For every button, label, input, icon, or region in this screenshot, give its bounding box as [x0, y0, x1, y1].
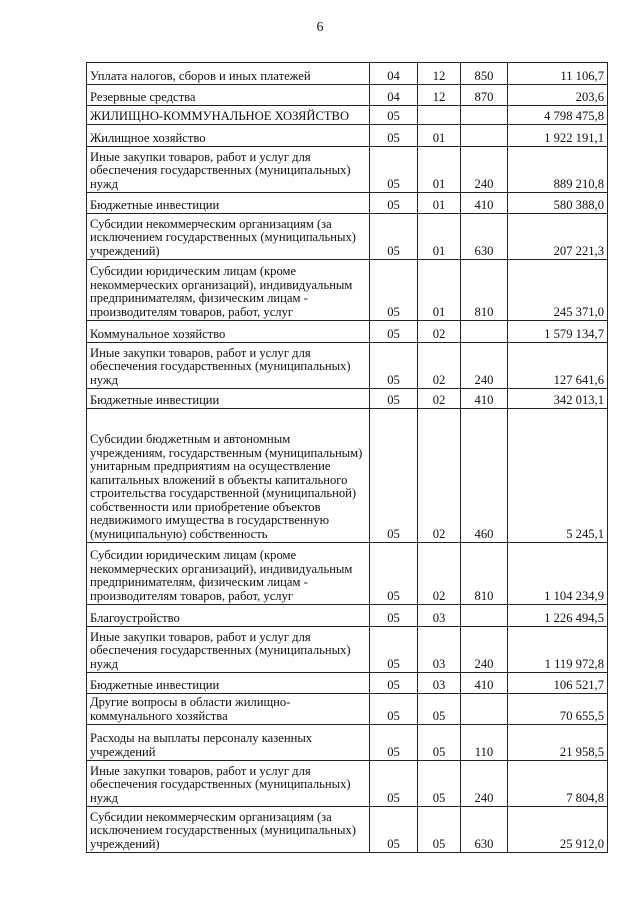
expense-name-cell: ЖИЛИЩНО-КОММУНАЛЬНОЕ ХОЗЯЙСТВО — [87, 106, 370, 125]
section-code-cell: 05 — [370, 193, 418, 214]
expense-type-code-cell: 630 — [461, 214, 508, 260]
amount-cell: 203,6 — [508, 85, 608, 106]
expense-name-cell: Иные закупки товаров, работ и услуг для обеспечения государственных (муниципальных) нужд — [87, 343, 370, 389]
amount-cell: 4 798 475,8 — [508, 106, 608, 125]
section-code-cell: 04 — [370, 63, 418, 85]
table-row — [87, 85, 608, 106]
expense-name-cell: Жилищное хозяйство — [87, 125, 370, 147]
expense-name-cell: Другие вопросы в области жилищно-коммунального хозяйства — [87, 694, 370, 725]
expense-type-code-cell — [461, 125, 508, 147]
section-code-cell: 05 — [370, 106, 418, 125]
expense-name-cell: Бюджетные инвестиции — [87, 193, 370, 214]
amount-cell: 5 245,1 — [508, 409, 608, 543]
amount-cell: 207 221,3 — [508, 214, 608, 260]
table-row — [87, 214, 608, 260]
section-code-cell: 05 — [370, 214, 418, 260]
amount-cell: 580 388,0 — [508, 193, 608, 214]
section-code-cell: 05 — [370, 343, 418, 389]
expense-name-cell: Бюджетные инвестиции — [87, 673, 370, 694]
expense-type-code-cell: 240 — [461, 761, 508, 807]
subsection-code-cell: 01 — [418, 147, 461, 193]
expense-name-cell: Иные закупки товаров, работ и услуг для обеспечения государственных (муниципальных) нужд — [87, 761, 370, 807]
section-code-cell: 04 — [370, 85, 418, 106]
expense-type-code-cell — [461, 321, 508, 343]
page-number: 6 — [316, 20, 324, 35]
amount-cell: 1 104 234,9 — [508, 543, 608, 605]
expense-name-cell: Субсидии некоммерческим организациям (за исключением государственных (муниципальных) учреждений) — [87, 807, 370, 853]
subsection-code-cell: 02 — [418, 343, 461, 389]
expense-type-code-cell: 410 — [461, 673, 508, 694]
table-row — [87, 673, 608, 694]
subsection-code-cell: 03 — [418, 627, 461, 673]
table-row — [87, 725, 608, 761]
table-row — [87, 106, 608, 125]
expense-name-cell: Резервные средства — [87, 85, 370, 106]
table-row — [87, 63, 608, 85]
amount-cell: 1 226 494,5 — [508, 605, 608, 627]
amount-cell: 342 013,1 — [508, 389, 608, 409]
expense-name-cell: Субсидии юридическим лицам (кроме некоммерческих организаций), индивидуальным предпринимателям, физическим лицам - производителям товаров, работ, услуг — [87, 543, 370, 605]
subsection-code-cell: 02 — [418, 389, 461, 409]
amount-cell: 11 106,7 — [508, 63, 608, 85]
expense-type-code-cell: 240 — [461, 343, 508, 389]
expense-name-cell: Благоустройство — [87, 605, 370, 627]
amount-cell: 25 912,0 — [508, 807, 608, 853]
amount-cell: 245 371,0 — [508, 260, 608, 321]
expense-type-code-cell: 810 — [461, 260, 508, 321]
section-code-cell: 05 — [370, 725, 418, 761]
subsection-code-cell: 05 — [418, 761, 461, 807]
table-row — [87, 605, 608, 627]
expense-type-code-cell: 240 — [461, 627, 508, 673]
expense-type-code-cell — [461, 106, 508, 125]
expense-type-code-cell — [461, 694, 508, 725]
section-code-cell: 05 — [370, 761, 418, 807]
section-code-cell: 05 — [370, 409, 418, 543]
expense-name-cell: Уплата налогов, сборов и иных платежей — [87, 63, 370, 85]
subsection-code-cell: 02 — [418, 543, 461, 605]
expense-type-code-cell: 810 — [461, 543, 508, 605]
table-row — [87, 147, 608, 193]
section-code-cell: 05 — [370, 389, 418, 409]
section-code-cell: 05 — [370, 807, 418, 853]
subsection-code-cell: 05 — [418, 725, 461, 761]
amount-cell: 70 655,5 — [508, 694, 608, 725]
subsection-code-cell: 01 — [418, 214, 461, 260]
section-code-cell: 05 — [370, 627, 418, 673]
amount-cell: 1 579 134,7 — [508, 321, 608, 343]
table-row — [87, 343, 608, 389]
subsection-code-cell: 02 — [418, 409, 461, 543]
expense-name-cell: Иные закупки товаров, работ и услуг для обеспечения государственных (муниципальных) нужд — [87, 627, 370, 673]
table-row — [87, 260, 608, 321]
section-code-cell: 05 — [370, 147, 418, 193]
table-row — [87, 125, 608, 147]
table-row — [87, 321, 608, 343]
amount-cell: 889 210,8 — [508, 147, 608, 193]
subsection-code-cell: 01 — [418, 260, 461, 321]
expense-type-code-cell: 240 — [461, 147, 508, 193]
expense-name-cell: Иные закупки товаров, работ и услуг для обеспечения государственных (муниципальных) нужд — [87, 147, 370, 193]
budget-table — [86, 62, 608, 853]
expense-type-code-cell: 870 — [461, 85, 508, 106]
section-code-cell: 05 — [370, 543, 418, 605]
expense-type-code-cell: 110 — [461, 725, 508, 761]
subsection-code-cell — [418, 106, 461, 125]
subsection-code-cell: 12 — [418, 63, 461, 85]
table-row — [87, 694, 608, 725]
amount-cell: 1 922 191,1 — [508, 125, 608, 147]
expense-name-cell: Коммунальное хозяйство — [87, 321, 370, 343]
expense-type-code-cell: 630 — [461, 807, 508, 853]
subsection-code-cell: 01 — [418, 193, 461, 214]
section-code-cell: 05 — [370, 673, 418, 694]
expense-type-code-cell: 460 — [461, 409, 508, 543]
expense-name-cell: Субсидии юридическим лицам (кроме некоммерческих организаций), индивидуальным предпринимателям, физическим лицам - производителям товаров, работ, услуг — [87, 260, 370, 321]
subsection-code-cell: 01 — [418, 125, 461, 147]
expense-type-code-cell — [461, 605, 508, 627]
subsection-code-cell: 02 — [418, 321, 461, 343]
amount-cell: 1 119 972,8 — [508, 627, 608, 673]
amount-cell: 127 641,6 — [508, 343, 608, 389]
subsection-code-cell: 03 — [418, 673, 461, 694]
expense-name-cell: Субсидии бюджетным и автономным учреждениям, государственным (муниципальным) унитарным предприятиям на осуществление капитальных вложений в объекты капитального строительства государственной (муниципальной) собственности или приобретение объектов недвижимого имущества в государственную (муниципальную) собственность — [87, 409, 370, 543]
subsection-code-cell: 05 — [418, 807, 461, 853]
budget-table-body — [87, 63, 608, 853]
table-row — [87, 193, 608, 214]
expense-name-cell: Бюджетные инвестиции — [87, 389, 370, 409]
section-code-cell: 05 — [370, 694, 418, 725]
amount-cell: 7 804,8 — [508, 761, 608, 807]
expense-type-code-cell: 410 — [461, 389, 508, 409]
expense-type-code-cell: 850 — [461, 63, 508, 85]
amount-cell: 106 521,7 — [508, 673, 608, 694]
table-row — [87, 389, 608, 409]
subsection-code-cell: 03 — [418, 605, 461, 627]
amount-cell: 21 958,5 — [508, 725, 608, 761]
section-code-cell: 05 — [370, 260, 418, 321]
table-row — [87, 543, 608, 605]
subsection-code-cell: 05 — [418, 694, 461, 725]
expense-name-cell: Расходы на выплаты персоналу казенных учреждений — [87, 725, 370, 761]
table-row — [87, 409, 608, 543]
subsection-code-cell: 12 — [418, 85, 461, 106]
expense-name-cell: Субсидии некоммерческим организациям (за исключением государственных (муниципальных) учреждений) — [87, 214, 370, 260]
table-row — [87, 807, 608, 853]
section-code-cell: 05 — [370, 605, 418, 627]
section-code-cell: 05 — [370, 125, 418, 147]
table-row — [87, 627, 608, 673]
table-row — [87, 761, 608, 807]
expense-type-code-cell: 410 — [461, 193, 508, 214]
section-code-cell: 05 — [370, 321, 418, 343]
